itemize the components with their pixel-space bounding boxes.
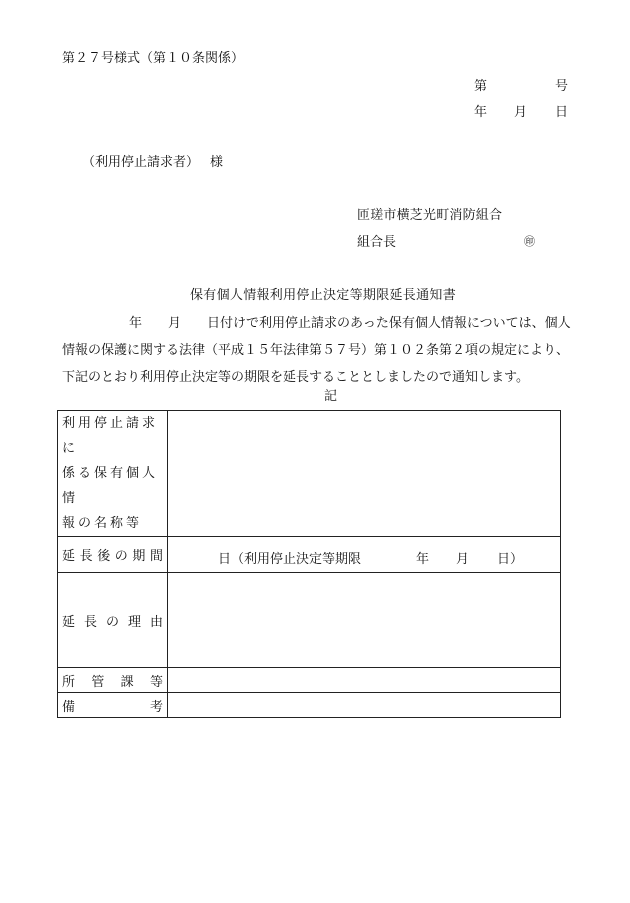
body-line-1-text: 日付けで利用停止請求のあった保有個人情報については、個人: [207, 316, 571, 331]
remarks-label-char: 備: [62, 699, 76, 715]
body-month: 月: [168, 316, 182, 331]
remarks-value-cell[interactable]: [168, 693, 561, 718]
ki-heading: 記: [324, 389, 338, 404]
document-title: 保有個人情報利用停止決定等期限延長通知書: [190, 288, 457, 303]
reason-label-char: 理: [127, 614, 141, 630]
reason-label-cell: [58, 573, 168, 668]
period-label-cell: [58, 537, 168, 573]
sender-organization: 匝瑳市横芝光町消防組合: [357, 208, 503, 223]
body-line-1: [62, 310, 592, 337]
body-line-3: 下記のとおり利用停止決定等の期限を延長することとしましたので通知します。: [62, 370, 529, 385]
body-year: 年: [129, 316, 143, 331]
table-row-remarks: [58, 693, 561, 718]
reason-value-cell[interactable]: [168, 573, 561, 668]
period-year-label: 年: [416, 551, 430, 567]
form-number: 第２７号様式（第１０条関係）: [62, 51, 245, 66]
table-row-department: [58, 668, 561, 693]
document-number-suffix: 号: [555, 79, 569, 94]
reason-label-char: の: [105, 614, 119, 630]
period-label-char: 延: [62, 549, 76, 564]
period-value-cell[interactable]: [168, 537, 561, 573]
name-label-line-1: 利用停止請求に: [62, 416, 159, 456]
remarks-label-char: 考: [149, 699, 163, 715]
department-label-char: 管: [91, 674, 105, 690]
table-row-name: [58, 411, 561, 537]
document-number-label: 第: [474, 79, 488, 94]
period-label-char: 期: [132, 549, 146, 564]
name-label-line-2: 係る保有個人情: [62, 466, 159, 506]
body-paragraph: [62, 310, 592, 391]
name-label-cell: [58, 411, 168, 537]
period-label-char: の: [114, 549, 128, 564]
department-value-cell[interactable]: [168, 668, 561, 693]
department-label-char: 等: [149, 674, 163, 690]
table-row-period: [58, 537, 561, 573]
period-label-char: 間: [149, 549, 163, 564]
period-month-label: 月: [456, 551, 470, 567]
sender-title: 組合長: [357, 235, 397, 250]
recipient-label: （利用停止請求者）: [82, 155, 200, 170]
period-label-char: 長: [79, 549, 93, 564]
seal-mark: ㊞: [524, 235, 535, 248]
department-label-char: 所: [62, 674, 76, 690]
period-day-text: 日（利用停止決定等期限: [218, 551, 362, 567]
department-label-cell: [58, 668, 168, 693]
body-line-2: 情報の保護に関する法律（平成１５年法律第５７号）第１０２条第２項の規定により、: [62, 343, 570, 358]
details-table: [57, 410, 561, 718]
reason-label-char: 延: [62, 614, 76, 630]
period-end-text: 日）: [497, 551, 524, 567]
date-month-label: 月: [514, 105, 528, 120]
name-value-cell[interactable]: [168, 411, 561, 537]
reason-label-char: 由: [149, 614, 163, 630]
name-label-line-3: 報の名称等: [62, 516, 143, 531]
date-day-label: 日: [555, 105, 569, 120]
remarks-label-cell: [58, 693, 168, 718]
recipient-honorific: 様: [210, 155, 224, 170]
date-year-label: 年: [474, 105, 488, 120]
reason-label-char: 長: [83, 614, 97, 630]
table-row-reason: [58, 573, 561, 668]
period-label-char: 後: [97, 549, 111, 564]
department-label-char: 課: [120, 674, 134, 690]
